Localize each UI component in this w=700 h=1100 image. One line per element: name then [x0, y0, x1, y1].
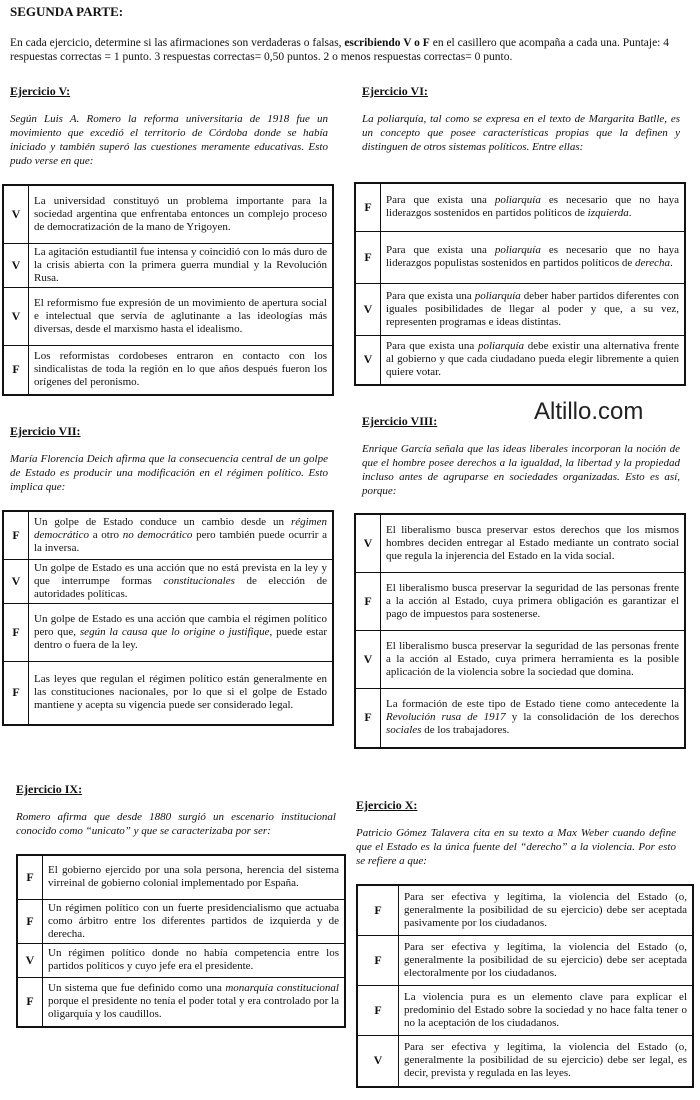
- exercise-x-heading: Ejercicio X:: [356, 798, 418, 812]
- table-row: [357, 935, 693, 985]
- answer-cell: V: [3, 185, 29, 243]
- answer-cell: V: [357, 1035, 399, 1087]
- answer-cell: V: [355, 630, 381, 688]
- table-row: [3, 559, 333, 603]
- exercise-vii-table: [2, 510, 334, 726]
- statement-cell: Un sistema que fue definido como una monarquía constitucional porque el presidente no tenía el poder total y era controlado por la oligarquía y los caudillos.: [43, 977, 346, 1027]
- exercise-vi-intro: La poliarquía, tal como se expresa en el texto de Margarita Batlle, es un concepto que posee características propias que la definen y distinguen de otros sistemas políticos. Entre ellas:: [362, 113, 680, 153]
- page-title: SEGUNDA PARTE:: [10, 4, 124, 19]
- answer-cell: F: [3, 603, 29, 661]
- exercise-viii-intro: Enrique García señala que las ideas liberales incorporan la noción de que el hombre posee derechos a la igualdad, la libertad y la propiedad incluso antes de agruparse en sociedades organizadas. Esto es así, porque:: [362, 443, 680, 497]
- statement-cell: La universidad constituyó un problema importante para la sociedad argentina que enfrentaba entonces un complejo proceso de democratización de la mano de Yrigoyen.: [29, 185, 334, 243]
- answer-cell: V: [17, 943, 43, 977]
- answer-cell: V: [3, 243, 29, 287]
- exercise-x-intro: Patricio Gómez Talavera cita en su texto a Max Weber cuando define que el Estado es la única fuente del “derecho” a la violencia. Por esto se refiere a que:: [356, 827, 676, 867]
- table-row: [3, 185, 333, 243]
- answer-cell: F: [357, 885, 399, 935]
- answer-cell: F: [355, 572, 381, 630]
- statement-cell: El liberalismo busca preservar estos derechos que los mismos hombres deciden entregar al Estado mediante un contrato social que regula la injerencia del Estado en la vida social.: [381, 514, 686, 572]
- answer-cell: V: [355, 283, 381, 335]
- table-row: [355, 335, 685, 385]
- table-row: [3, 661, 333, 725]
- statement-cell: Un golpe de Estado es una acción que cambia el régimen político pero que, según la causa que lo origine o justifique, puede estar dentro o fuera de la ley.: [29, 603, 334, 661]
- statement-cell: El gobierno ejercido por una sola persona, herencia del sistema virreinal de gobierno colonial implementado por España.: [43, 855, 346, 899]
- statement-cell: La agitación estudiantil fue intensa y coincidió con lo más duro de la crisis abierta con la primera guerra mundial y la Revolución Rusa.: [29, 243, 334, 287]
- watermark: Altillo.com: [534, 398, 644, 425]
- statement-cell: Los reformistas cordobeses entraron en contacto con los sindicalistas de toda la región en lo que años después fueron los orígenes del peronismo.: [29, 345, 334, 395]
- table-row: [355, 183, 685, 231]
- table-row: [3, 345, 333, 395]
- table-row: [17, 855, 345, 899]
- statement-cell: Para ser efectiva y legítima, la violencia del Estado (o, generalmente la posibilidad de su ejercicio) debe ser aceptada pasivamente por los ciudadanos.: [399, 885, 694, 935]
- statement-cell: Para que exista una poliarquía es necesario que no haya liderazgos sostenidos en partidos políticos de izquierda.: [381, 183, 686, 231]
- statement-cell: Un golpe de Estado es una acción que no está prevista en la ley y que interrumpe formas constitucionales de elección de autoridades políticas.: [29, 559, 334, 603]
- table-row: [355, 231, 685, 283]
- table-row: [3, 511, 333, 559]
- exercise-v-heading: Ejercicio V:: [10, 84, 71, 98]
- answer-cell: V: [3, 559, 29, 603]
- answer-cell: F: [3, 345, 29, 395]
- table-row: [3, 603, 333, 661]
- instructions-bold: escribiendo V o F: [344, 37, 430, 49]
- answer-cell: V: [3, 287, 29, 345]
- answer-cell: F: [355, 231, 381, 283]
- exercise-vii-intro: María Florencia Deich afirma que la consecuencia central de un golpe de Estado es producir una modificación en el régimen político. Esto implica que:: [10, 453, 328, 493]
- exercise-ix-table: [16, 854, 346, 1028]
- statement-cell: Para que exista una poliarquía debe existir una alternativa frente al gobierno y que cada ciudadano pueda elegir libremente a quien quiere votar.: [381, 335, 686, 385]
- exercise-vi-table: [354, 182, 686, 386]
- table-row: [3, 287, 333, 345]
- statement-cell: Para ser efectiva y legítima, la violencia del Estado (o, generalmente la posibilidad de su ejercicio) debe ser legal, es decir, prevista y regulada en las leyes.: [399, 1035, 694, 1087]
- statement-cell: Un régimen político con un fuerte presidencialismo que actuaba como árbitro entre los diferentes partidos de izquierda y de derecha.: [43, 899, 346, 943]
- exercise-vii-heading: Ejercicio VII:: [10, 424, 81, 438]
- statement-cell: Las leyes que regulan el régimen político están generalmente en las constituciones nacionales, por lo que si el golpe de Estado mantiene y acepta su vigencia puede ser considerado legal.: [29, 661, 334, 725]
- statement-cell: Para ser efectiva y legítima, la violencia del Estado (o, generalmente la posibilidad de su ejercicio) debe ser aceptada electoralmente por los ciudadanos.: [399, 935, 694, 985]
- answer-cell: F: [17, 899, 43, 943]
- statement-cell: La formación de este tipo de Estado tiene como antecedente la Revolución rusa de 1917 y la consolidación de los derechos sociales de los trabajadores.: [381, 688, 686, 748]
- answer-cell: F: [355, 183, 381, 231]
- exercise-ix-intro: Romero afirma que desde 1880 surgió un escenario institucional conocido como “unicato” y que se caracterizaba por ser:: [16, 811, 336, 837]
- exercise-v-table: [2, 184, 334, 396]
- table-row: [355, 283, 685, 335]
- answer-cell: F: [355, 688, 381, 748]
- statement-cell: Para que exista una poliarquía deber haber partidos diferentes con iguales posibilidades de llegar al poder y que, a su vez, representen programas e ideas distintas.: [381, 283, 686, 335]
- exercise-vi-heading: Ejercicio VI:: [362, 84, 428, 98]
- exercise-x-table: [356, 884, 694, 1088]
- table-row: [357, 1035, 693, 1087]
- answer-cell: F: [17, 977, 43, 1027]
- statement-cell: El reformismo fue expresión de un movimiento de apertura social e intelectual que servía de aglutinante a las ideologías más diversas, desde el marxismo hasta el idealismo.: [29, 287, 334, 345]
- table-row: [17, 943, 345, 977]
- exercise-ix-heading: Ejercicio IX:: [16, 782, 83, 796]
- instructions-pre: En cada ejercicio, determine si las afirmaciones son verdaderas o falsas,: [10, 37, 345, 49]
- table-row: [17, 977, 345, 1027]
- instructions-post: en el casillero que acompaña a cada una. Puntaje: 4 respuestas correctas = 1 punto. 3 respuestas correctas= 0,50 puntos. 2 o menos respuestas correctas= 0 punto.: [10, 37, 670, 63]
- statement-cell: El liberalismo busca preservar la seguridad de las personas frente a la acción al Estado, cuya primera obligación es garantizar el pago de impuestos para sostenerse.: [381, 572, 686, 630]
- table-row: [355, 514, 685, 572]
- statement-cell: El liberalismo busca preservar la seguridad de las personas frente a la acción al Estado, cuya primera herramienta es la posible aplicación de la violencia sobre la sociedad que domina.: [381, 630, 686, 688]
- table-row: [355, 630, 685, 688]
- table-row: [3, 243, 333, 287]
- exercise-viii-heading: Ejercicio VIII:: [362, 414, 438, 428]
- answer-cell: F: [357, 935, 399, 985]
- statement-cell: Un régimen político donde no había competencia entre los partidos políticos y cuyo jefe era el presidente.: [43, 943, 346, 977]
- answer-cell: V: [355, 335, 381, 385]
- statement-cell: Para que exista una poliarquía es necesario que no haya liderazgos populistas sostenidos en partidos políticos de derecha.: [381, 231, 686, 283]
- table-row: [357, 985, 693, 1035]
- instructions: [10, 36, 690, 64]
- statement-cell: Un golpe de Estado conduce un cambio desde un régimen democrático a otro no democrático pero también puede ocurrir a la inversa.: [29, 511, 334, 559]
- answer-cell: F: [3, 511, 29, 559]
- table-row: [17, 899, 345, 943]
- table-row: [357, 885, 693, 935]
- statement-cell: La violencia pura es un elemento clave para explicar el predominio del Estado sobre la sociedad y no hace falta tener o no la aceptación de los ciudadanos.: [399, 985, 694, 1035]
- answer-cell: F: [3, 661, 29, 725]
- exercise-viii-table: [354, 513, 686, 749]
- table-row: [355, 572, 685, 630]
- answer-cell: F: [17, 855, 43, 899]
- answer-cell: F: [357, 985, 399, 1035]
- table-row: [355, 688, 685, 748]
- exercise-v-intro: Según Luis A. Romero la reforma universitaria de 1918 fue un movimiento que excedió el territorio de Córdoba donde se había iniciado y también superó las cuestiones meramente educativas. Esto pudo verse en que:: [10, 113, 328, 167]
- answer-cell: V: [355, 514, 381, 572]
